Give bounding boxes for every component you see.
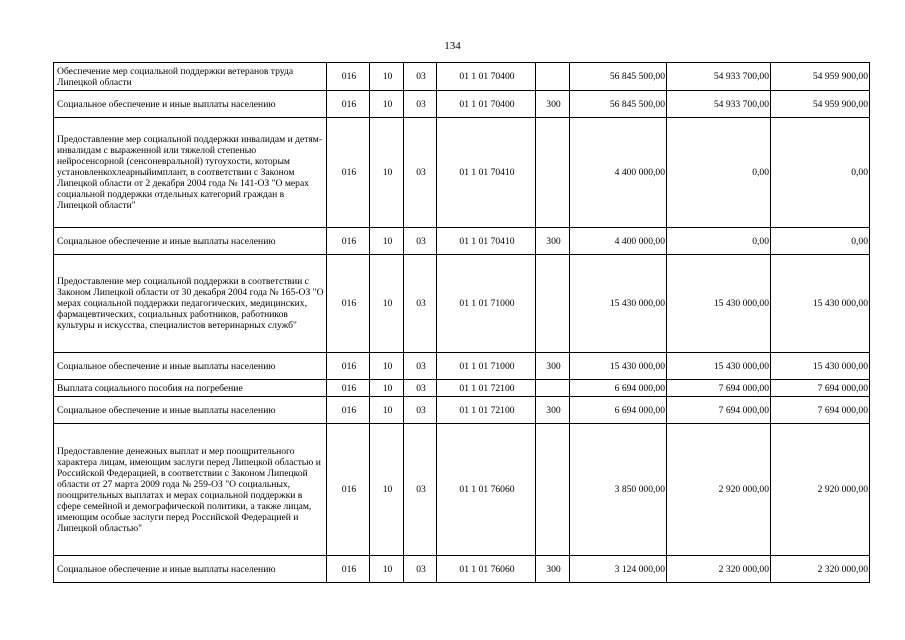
target-article: 01 1 01 72100 (437, 380, 536, 397)
sum-year-3: 15 430 000,00 (771, 353, 870, 380)
subsection-code: 03 (404, 556, 437, 583)
ministry-code: 016 (327, 228, 370, 255)
sum-year-3: 0,00 (771, 228, 870, 255)
sum-year-1: 4 400 000,00 (570, 228, 667, 255)
sum-year-2: 15 430 000,00 (667, 255, 771, 353)
expense-type: 300 (536, 353, 570, 380)
row-name: Социальное обеспечение и иные выплаты населению (54, 397, 327, 424)
target-article: 01 1 01 70400 (437, 91, 536, 118)
sum-year-3: 54 959 900,00 (771, 91, 870, 118)
sum-year-3: 2 920 000,00 (771, 424, 870, 556)
expense-type: 300 (536, 556, 570, 583)
expense-type: 300 (536, 228, 570, 255)
sum-year-2: 2 320 000,00 (667, 556, 771, 583)
sum-year-1: 4 400 000,00 (570, 118, 667, 228)
section-code: 10 (370, 353, 404, 380)
sum-year-1: 6 694 000,00 (570, 397, 667, 424)
table-row (54, 255, 870, 353)
section-code: 10 (370, 91, 404, 118)
sum-year-2: 0,00 (667, 118, 771, 228)
sum-year-2: 15 430 000,00 (667, 353, 771, 380)
section-code: 10 (370, 424, 404, 556)
sum-year-2: 7 694 000,00 (667, 380, 771, 397)
expense-type: 300 (536, 397, 570, 424)
sum-year-3: 7 694 000,00 (771, 380, 870, 397)
table-row (54, 118, 870, 228)
subsection-code: 03 (404, 63, 437, 91)
subsection-code: 03 (404, 353, 437, 380)
sum-year-2: 54 933 700,00 (667, 91, 771, 118)
sum-year-1: 3 124 000,00 (570, 556, 667, 583)
target-article: 01 1 01 70410 (437, 118, 536, 228)
table-row (54, 397, 870, 424)
sum-year-1: 56 845 500,00 (570, 63, 667, 91)
table-row (54, 228, 870, 255)
section-code: 10 (370, 380, 404, 397)
row-name: Социальное обеспечение и иные выплаты населению (54, 353, 327, 380)
row-name: Социальное обеспечение и иные выплаты населению (54, 556, 327, 583)
expense-type: 300 (536, 91, 570, 118)
sum-year-3: 7 694 000,00 (771, 397, 870, 424)
expense-type (536, 63, 570, 91)
section-code: 10 (370, 397, 404, 424)
ministry-code: 016 (327, 118, 370, 228)
page-number: 134 (444, 40, 461, 52)
subsection-code: 03 (404, 397, 437, 424)
budget-table (53, 62, 870, 583)
ministry-code: 016 (327, 63, 370, 91)
target-article: 01 1 01 71000 (437, 353, 536, 380)
target-article: 01 1 01 76060 (437, 424, 536, 556)
row-name: Социальное обеспечение и иные выплаты населению (54, 228, 327, 255)
row-name: Выплата социального пособия на погребение (54, 380, 327, 397)
subsection-code: 03 (404, 91, 437, 118)
expense-type (536, 380, 570, 397)
target-article: 01 1 01 71000 (437, 255, 536, 353)
row-name: Социальное обеспечение и иные выплаты населению (54, 91, 327, 118)
row-name: Предоставление мер социальной поддержки в соответствии с Законом Липецкой области от 30 декабря 2004 года № 165-ОЗ "О мерах социальной поддержки педагогических, медицинских, фармацевтических, социальных работников, работников культуры и искусства, специалистов ветеринарных служб" (54, 255, 327, 353)
section-code: 10 (370, 118, 404, 228)
sum-year-3: 54 959 900,00 (771, 63, 870, 91)
subsection-code: 03 (404, 118, 437, 228)
target-article: 01 1 01 72100 (437, 397, 536, 424)
sum-year-2: 7 694 000,00 (667, 397, 771, 424)
sum-year-1: 3 850 000,00 (570, 424, 667, 556)
target-article: 01 1 01 76060 (437, 556, 536, 583)
table-row (54, 91, 870, 118)
subsection-code: 03 (404, 424, 437, 556)
subsection-code: 03 (404, 255, 437, 353)
subsection-code: 03 (404, 228, 437, 255)
table-row (54, 380, 870, 397)
expense-type (536, 118, 570, 228)
expense-type (536, 424, 570, 556)
ministry-code: 016 (327, 397, 370, 424)
ministry-code: 016 (327, 556, 370, 583)
sum-year-2: 54 933 700,00 (667, 63, 771, 91)
section-code: 10 (370, 255, 404, 353)
sum-year-3: 2 320 000,00 (771, 556, 870, 583)
section-code: 10 (370, 63, 404, 91)
section-code: 10 (370, 228, 404, 255)
sum-year-3: 0,00 (771, 118, 870, 228)
ministry-code: 016 (327, 91, 370, 118)
sum-year-1: 15 430 000,00 (570, 353, 667, 380)
sum-year-2: 2 920 000,00 (667, 424, 771, 556)
sum-year-1: 15 430 000,00 (570, 255, 667, 353)
ministry-code: 016 (327, 380, 370, 397)
row-name: Предоставление денежных выплат и мер поощрительного характера лицам, имеющим заслуги перед Липецкой областью и Российской Федерацией, в соответствии с Законом Липецкой области от 27 марта 2009 года № 259-ОЗ "О социальных, поощрительных выплатах и мерах социальной поддержки в сфере семейной и демографической политики, а также лицам, имеющим особые заслуги перед Российской Федерацией и Липецкой областью" (54, 424, 327, 556)
section-code: 10 (370, 556, 404, 583)
table-row (54, 353, 870, 380)
ministry-code: 016 (327, 424, 370, 556)
row-name: Обеспечение мер социальной поддержки ветеранов труда Липецкой области (54, 63, 327, 91)
expense-type (536, 255, 570, 353)
table-row (54, 424, 870, 556)
sum-year-1: 6 694 000,00 (570, 380, 667, 397)
sum-year-3: 15 430 000,00 (771, 255, 870, 353)
table-row (54, 556, 870, 583)
target-article: 01 1 01 70400 (437, 63, 536, 91)
table-row (54, 63, 870, 91)
target-article: 01 1 01 70410 (437, 228, 536, 255)
row-name: Предоставление мер социальной поддержки инвалидам и детям-инвалидам с выраженной или тяжелой степенью нейросенсорной (сенсоневральной) тугоухости, которым установленкохлеарныйимплант, в соответствии с Законом Липецкой области от 2 декабря 2004 года № 141-ОЗ "О мерах социальной поддержки отдельных категорий граждан в Липецкой области" (54, 118, 327, 228)
ministry-code: 016 (327, 255, 370, 353)
sum-year-2: 0,00 (667, 228, 771, 255)
ministry-code: 016 (327, 353, 370, 380)
sum-year-1: 56 845 500,00 (570, 91, 667, 118)
subsection-code: 03 (404, 380, 437, 397)
